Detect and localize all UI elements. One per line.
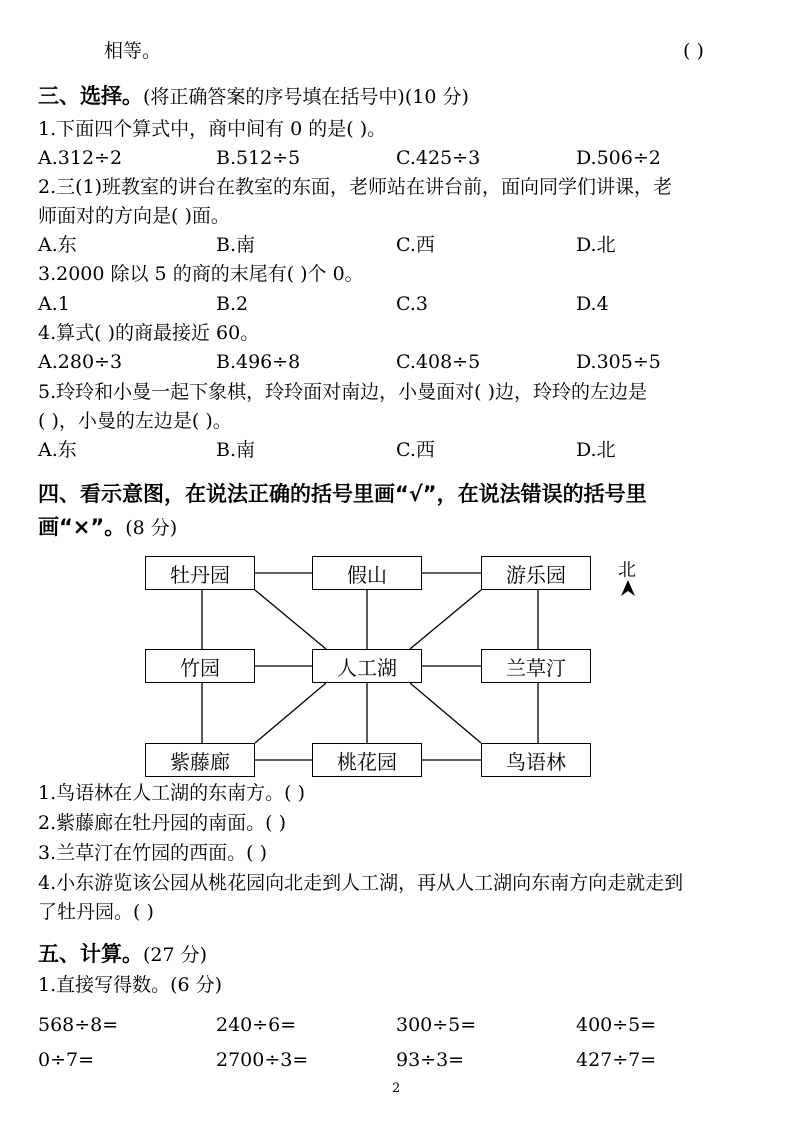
judge-item-2: 2.紫藤廊在牡丹园的南面。( ) [38, 812, 286, 834]
place-zhuyuan: 竹园 [145, 649, 255, 683]
calc-7[interactable]: 93÷3= [396, 1049, 465, 1071]
north-label: 北 [618, 560, 636, 581]
judge-item-1: 1.鸟语林在人工湖的东南方。( ) [38, 782, 305, 804]
section5-score: (27 分) [143, 944, 208, 966]
line-rengonghu-ziteng [255, 683, 326, 743]
q2-option-b[interactable]: B.南 [216, 234, 256, 256]
q3-text: 3.2000 除以 5 的商的末尾有( )个 0。 [38, 263, 364, 285]
q4-option-d[interactable]: D.305÷5 [576, 351, 661, 373]
calc-3[interactable]: 300÷5= [396, 1014, 477, 1036]
calc-8[interactable]: 427÷7= [576, 1049, 657, 1071]
section3-subtitle: (将正确答案的序号填在括号中)(10 分) [143, 86, 469, 108]
q3-option-d[interactable]: D.4 [576, 293, 609, 315]
place-ziteng: 紫藤廊 [145, 743, 255, 777]
q2-text-line1: 2.三(1)班教室的讲台在教室的东面，老师站在讲台前，面向同学们讲课，老 [38, 176, 673, 198]
page-number: 2 [392, 1081, 401, 1096]
answer-bracket[interactable]: ( ) [683, 40, 704, 62]
q4-text: 4.算式( )的商最接近 60。 [38, 322, 260, 344]
q2-option-d[interactable]: D.北 [576, 234, 616, 256]
q5-option-d[interactable]: D.北 [576, 439, 616, 461]
line-rengonghu-niaoyu [410, 683, 481, 743]
section3-title: 三、选择。 [38, 84, 143, 108]
q4-option-b[interactable]: B.496÷8 [216, 351, 301, 373]
q5-text-line1: 5.玲玲和小曼一起下象棋，玲玲面对南边，小曼面对( )边，玲玲的左边是 [38, 381, 647, 403]
q5-text-line2: ( )，小曼的左边是( )。 [38, 410, 232, 432]
section5-sub1: 1.直接写得数。(6 分) [38, 974, 223, 996]
q1-option-b[interactable]: B.512÷5 [216, 147, 301, 169]
section4-title-line1: 四、看示意图，在说法正确的括号里画“√”，在说法错误的括号里 [38, 482, 647, 506]
q1-text: 1.下面四个算式中，商中间有 0 的是( )。 [38, 118, 387, 140]
section4-title-line2: 画“×”。 [38, 515, 126, 539]
q4-option-c[interactable]: C.408÷5 [396, 351, 481, 373]
line-mudan-rengonghu [255, 590, 326, 649]
section5-heading [38, 940, 207, 969]
place-jiashan: 假山 [312, 556, 422, 590]
judge-item-4-line2: 了牡丹园。( ) [38, 901, 154, 923]
line-youle-rengonghu [410, 590, 481, 649]
q3-option-a[interactable]: A.1 [38, 293, 70, 315]
calc-1[interactable]: 568÷8= [38, 1014, 119, 1036]
q2-option-a[interactable]: A.东 [38, 234, 77, 256]
q1-option-d[interactable]: D.506÷2 [576, 147, 661, 169]
q4-option-a[interactable]: A.280÷3 [38, 351, 123, 373]
judge-item-4-line1: 4.小东游览该公园从桃花园向北走到人工湖，再从人工湖向东南方向走就走到 [38, 872, 684, 894]
calc-5[interactable]: 0÷7= [38, 1049, 95, 1071]
calc-4[interactable]: 400÷5= [576, 1014, 657, 1036]
place-niaoyu: 鸟语林 [481, 743, 591, 777]
q5-option-b[interactable]: B.南 [216, 439, 256, 461]
section5-title: 五、计算。 [38, 942, 143, 966]
place-lancaoting: 兰草汀 [481, 649, 591, 683]
place-taohua: 桃花园 [312, 743, 422, 777]
q1-option-a[interactable]: A.312÷2 [38, 147, 123, 169]
calc-2[interactable]: 240÷6= [216, 1014, 297, 1036]
judge-item-3: 3.兰草汀在竹园的西面。( ) [38, 842, 267, 864]
place-mudan: 牡丹园 [145, 556, 255, 590]
place-youle: 游乐园 [481, 556, 591, 590]
q5-option-a[interactable]: A.东 [38, 439, 77, 461]
place-rengonghu: 人工湖 [312, 649, 422, 683]
previous-question-tail: 相等。 [104, 40, 162, 62]
q2-text-line2: 师面对的方向是( )面。 [38, 205, 230, 227]
calc-6[interactable]: 2700÷3= [216, 1049, 309, 1071]
q3-option-b[interactable]: B.2 [216, 293, 249, 315]
section4-score: (8 分) [125, 517, 178, 539]
q3-option-c[interactable]: C.3 [396, 293, 428, 315]
q1-option-c[interactable]: C.425÷3 [396, 147, 481, 169]
q5-option-c[interactable]: C.西 [396, 439, 435, 461]
north-arrow-icon [621, 580, 635, 596]
q2-option-c[interactable]: C.西 [396, 234, 435, 256]
